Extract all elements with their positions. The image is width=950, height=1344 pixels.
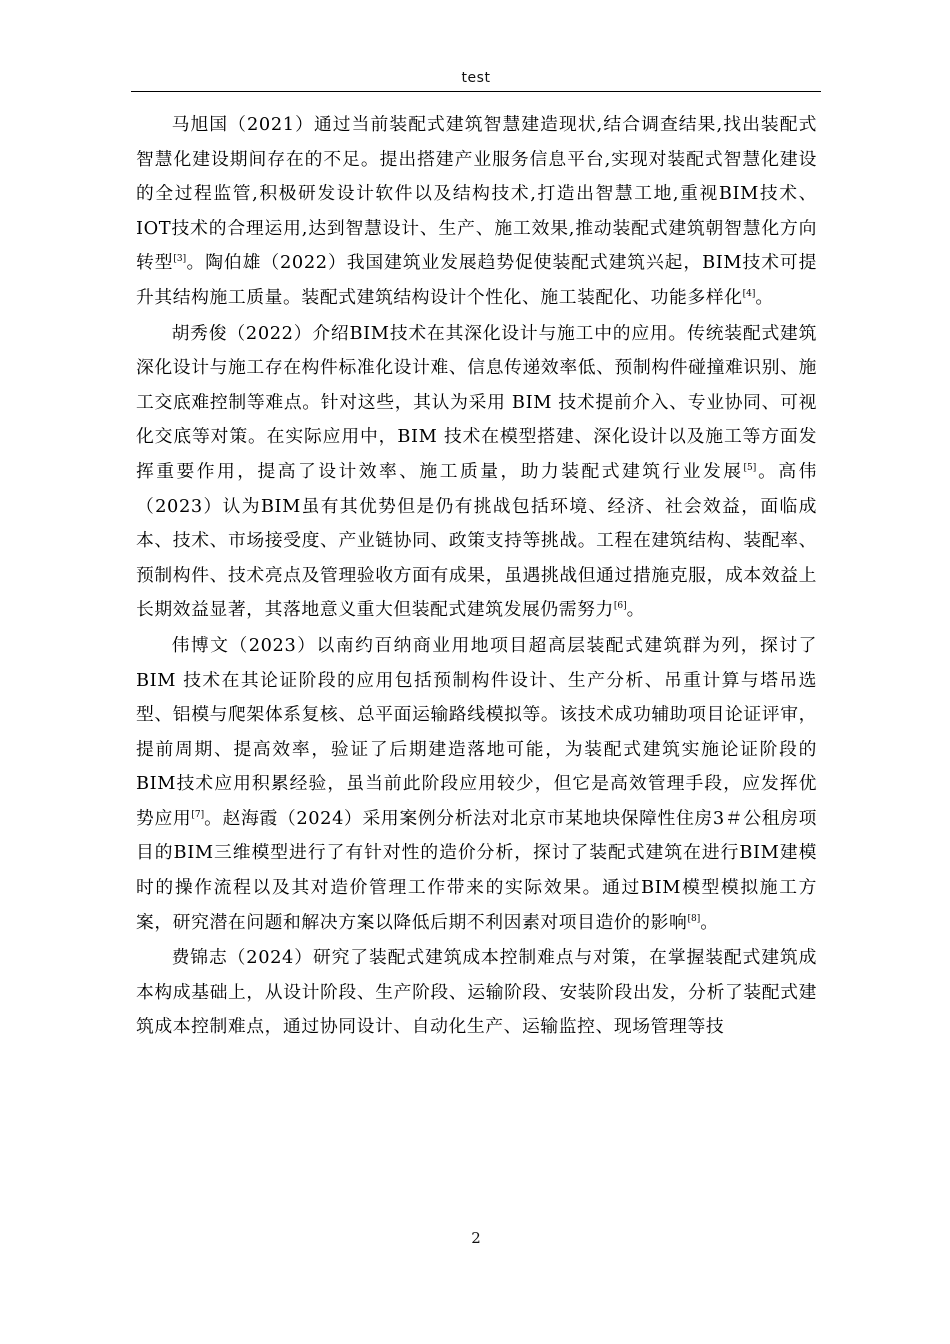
paragraph-text: 费锦志（2024）研究了装配式建筑成本控制难点与对策，在掌握装配式建筑成本构成基础上，从设计阶段、生产阶段、运输阶段、安装阶段出发，分析了装配式建筑成本控制难点，通过协同设计、自动化生产、运输监控、现场管理等技 [136, 947, 817, 1038]
paragraph-text: 。赵海霞（2024）采用案例分析法对北京市某地块保障性住房3＃公租房项目的BIM三维模型进行了有针对性的造价分析，探讨了装配式建筑在进行BIM建模时的操作流程以及其对造价管理工作带来的实际效果。通过BIM模型模拟施工方案，研究潜在问题和解决方案以降低后期不利因素对项目造价的影响 [136, 807, 817, 933]
paragraph-text: 马旭国（2021）通过当前装配式建筑智慧建造现状,结合调查结果,找出装配式智慧化建设期间存在的不足。提出搭建产业服务信息平台,实现对装配式智慧化建设的全过程监管,积极研发设计软件以及结构技术,打造出智慧工地,重视BIM技术、IOT技术的合理运用,达到智慧设计、生产、施工效果,推动装配式建筑朝智慧化方向转型 [136, 114, 817, 274]
paragraph-text: 胡秀俊（2022）介绍BIM技术在其深化设计与施工中的应用。传统装配式建筑深化设计与施工存在构件标准化设计难、信息传递效率低、预制构件碰撞难识别、施工交底难控制等难点。针对这些，其认为采用 BIM 技术提前介入、专业协同、可视化交底等对策。在实际应用中，BIM 技术在模型搭建、深化设计以及施工等方面发挥重要作用，提高了设计效率、施工质量，助力装配式建筑行业发展 [136, 322, 817, 482]
citation: [4] [742, 288, 756, 299]
paragraph-text: 。高伟（2023）认为BIM虽有其优势但是仍有挑战包括环境、经济、社会效益，面临成本、技术、市场接受度、产业链协同、政策支持等挑战。工程在建筑结构、装配率、预制构件、技术亮点及管理验收方面有成果，虽遇挑战但通过措施克服，成本效益上长期效益显著，其落地意义重大但装配式建筑发展仍需努力 [136, 460, 817, 621]
citation: [7] [191, 809, 205, 820]
paragraph [136, 317, 817, 628]
page-header-title: test [461, 70, 491, 86]
citation: [3] [173, 254, 187, 265]
body-text [136, 108, 817, 1046]
header-rule [131, 91, 821, 92]
citation: [8] [687, 913, 701, 924]
paragraph-text: 伟博文（2023）以南约百纳商业用地项目超高层装配式建筑群为列，探讨了 BIM 技术在其论证阶段的应用包括预制构件设计、生产分析、吊重计算与塔吊选型、铝模与爬架体系复核、总平面运输路线模拟等。该技术成功辅助项目论证评审，提前周期、提高效率，验证了后期建造落地可能，为装配式建筑实施论证阶段的BIM技术应用积累经验，虽当前此阶段应用较少，但它是高效管理手段，应发挥优势应用 [136, 634, 817, 829]
page-number: 2 [471, 1229, 481, 1247]
citation: [5] [743, 462, 757, 473]
citation: [6] [613, 601, 627, 612]
paragraph-text: 。陶伯雄（2022）我国建筑业发展趋势促使装配式建筑兴起，BIM技术可提升其结构施工质量。装配式建筑结构设计个性化、施工装配化、功能多样化 [136, 252, 818, 308]
paragraph [136, 941, 817, 1045]
paragraph-text: 。 [755, 286, 774, 308]
paragraph-text: 。 [700, 911, 719, 933]
paragraph [136, 108, 817, 316]
paragraph [136, 629, 817, 940]
paragraph-text: 。 [626, 599, 646, 621]
